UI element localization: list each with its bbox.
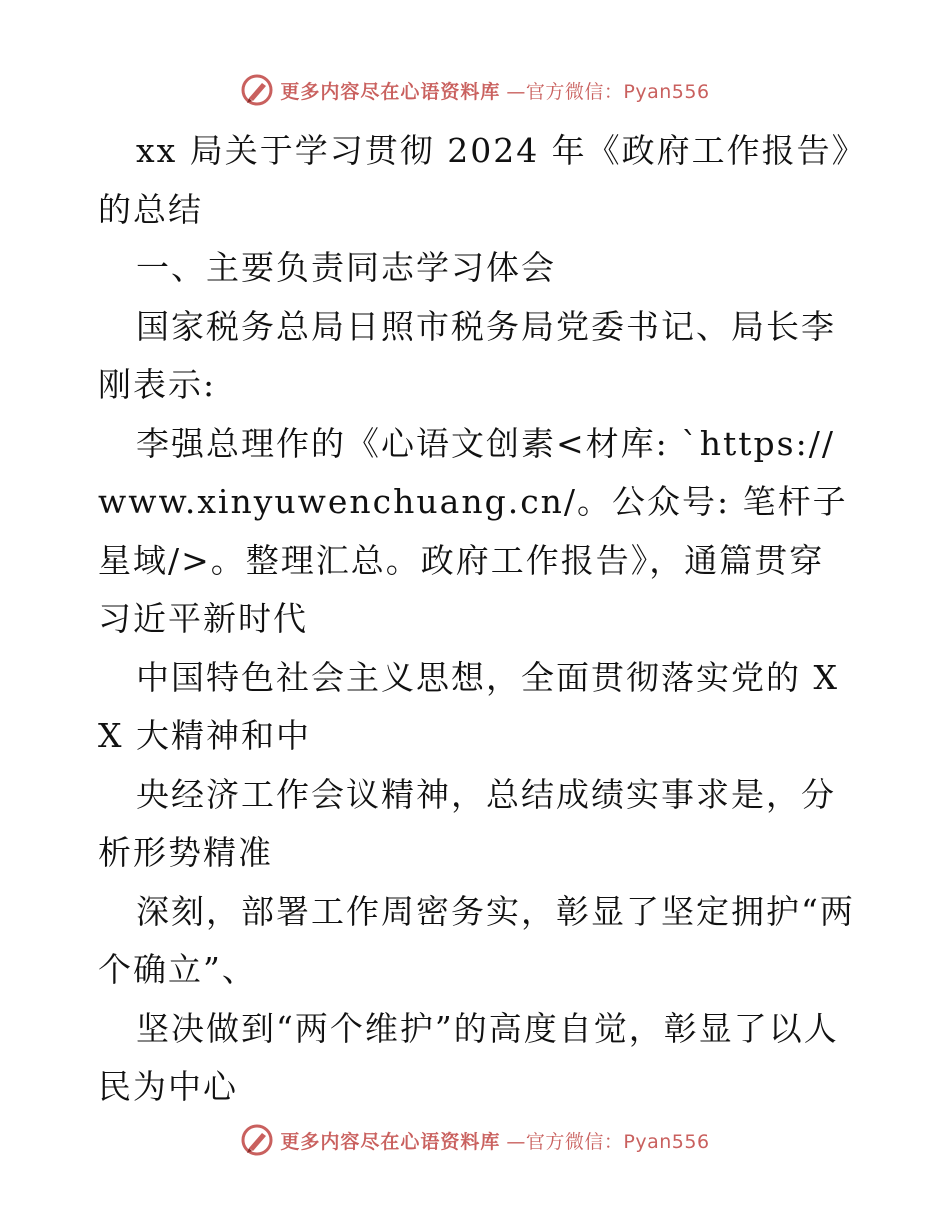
paragraph: 李强总理作的《心语文创素<材库: `https:// www.xinyuwenchuang.cn/。公众号: 笔杆子星域/>。整理汇总。政府工作报告》，通篇贯穿习近平新时代 [98,423,848,638]
document-body [98,122,858,1117]
watermark-sub-text: —官方微信：Pyan556 [506,1130,710,1153]
watermark-main-text: 更多内容尽在心语资料库 [280,1130,501,1153]
pen-logo-icon [240,73,274,107]
paragraph: 深刻，部署工作周密务实，彰显了坚定拥护“两个确立”、 [98,891,855,989]
header-watermark [0,70,950,110]
paragraph: 央经济工作会议精神，总结成绩实事求是，分析形势精准 [98,774,836,872]
paragraph: 国家税务总局日照市税务局党委书记、局长李刚表示: [98,306,836,404]
paragraph: 坚决做到“两个维护”的高度自觉，彰显了以人民为中心 [98,1008,839,1106]
section-heading: 一、主要负责同志学习体会 [136,248,556,287]
watermark-main-text: 更多内容尽在心语资料库 [280,80,501,103]
pen-logo-icon [240,1123,274,1157]
paragraph: 中国特色社会主义思想，全面贯彻落实党的 XX 大精神和中 [98,657,839,755]
document-title: xx 局关于学习贯彻 2024 年《政府工作报告》的总结 [98,131,851,229]
footer-watermark [0,1120,950,1160]
watermark-sub-text: —官方微信：Pyan556 [506,80,710,103]
